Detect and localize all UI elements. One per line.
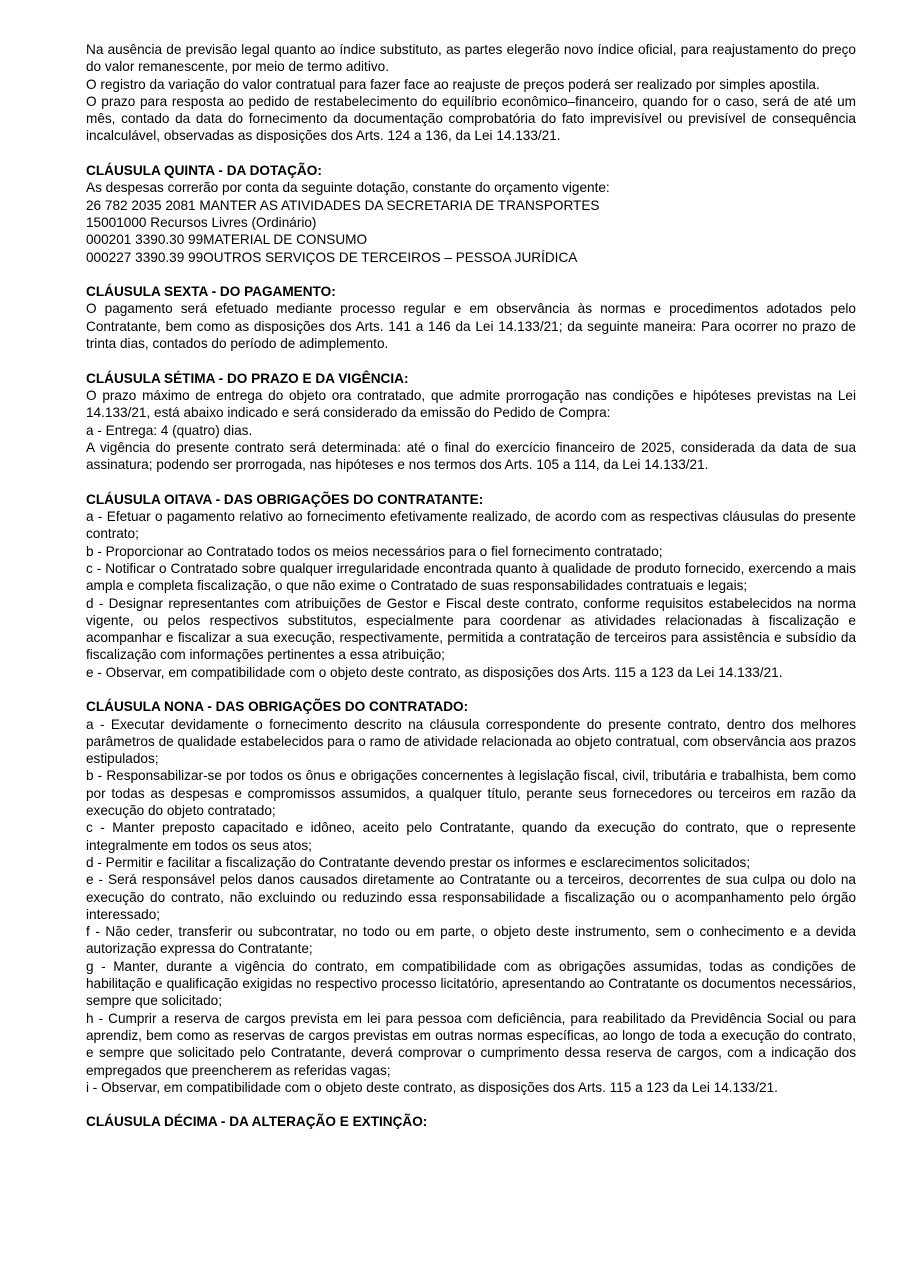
dotacao-line: 26 782 2035 2081 MANTER AS ATIVIDADES DA SECRETARIA DE TRANSPORTES [86,197,600,213]
dotacao-line: As despesas correrão por conta da seguinte dotação, constante do orçamento vigente: [86,180,610,196]
clause-item: i - Observar, em compatibilidade com o objeto deste contrato, as disposições dos Arts. 115 a 123 da Lei 14.133/21. [86,1079,778,1095]
contract-page [86,41,856,1131]
clause-paragraph: a - Entrega: 4 (quatro) dias. [86,422,253,438]
clause-title-quinta: CLÁUSULA QUINTA - DA DOTAÇÃO: [86,163,322,179]
clause-item: c - Manter preposto capacitado e idôneo, aceito pelo Contratante, quando da execução do contrato, que o represente integralmente em todos os seus atos; [86,820,856,853]
clause-item: a - Efetuar o pagamento relativo ao fornecimento efetivamente realizado, de acordo com as respectivas cláusulas do presente contrato; [86,509,856,542]
clause-item: c - Notificar o Contratado sobre qualquer irregularidade encontrada quanto à qualidade de produto fornecido, exercendo a mais ampla e completa fiscalização, o que não exime o Contratado de suas responsabilidades contratuais e legais; [86,560,856,594]
dotacao-line: 000227 3390.39 99OUTROS SERVIÇOS DE TERCEIROS – PESSOA JURÍDICA [86,249,578,265]
clause-item: b - Proporcionar ao Contratado todos os meios necessários para o fiel fornecimento contratado; [86,543,663,559]
intro-paragraph: Na ausência de previsão legal quanto ao índice substituto, as partes elegerão novo índice oficial, para reajustamento do preço do valor remanescente, por meio de termo aditivo. [86,42,856,75]
clause-item: a - Executar devidamente o fornecimento descrito na cláusula correspondente do presente contrato, dentro dos melhores parâmetros de qualidade estabelecidos para o ramo de atividade relacionada ao objeto contratual, com observância aos prazos estipulados; [86,716,856,767]
clause-item: h - Cumprir a reserva de cargos prevista em lei para pessoa com deficiência, para reabilitado da Previdência Social ou para aprendiz, bem como as reservas de cargos previstas em outras normas específicas, ao longo de toda a execução do contrato, e sempre que solicitado pelo Contratante, deverá comprovar o cumprimento dessa reserva de cargos, com a indicação dos empregados que preencherem as referidas vagas; [86,1010,856,1078]
clause-item: d - Permitir e facilitar a fiscalização do Contratante devendo prestar os informes e esclarecimentos solicitados; [86,854,751,870]
clause-paragraph: A vigência do presente contrato será determinada: até o final do exercício financeiro de 2025, considerada da data de sua assinatura; podendo ser prorrogada, nas hipóteses e nos termos dos Arts. 105 a 114, da Lei 14.133/21. [86,439,856,473]
clause-item: e - Observar, em compatibilidade com o objeto deste contrato, as disposições dos Arts. 115 a 123 da Lei 14.133/21. [86,664,783,680]
clause-item: g - Manter, durante a vigência do contrato, em compatibilidade com as obrigações assumidas, todas as condições de habilitação e qualificação exigidas no respectivo processo licitatório, apresentando ao Contratante os documentos necessários, sempre que solicitado; [86,958,856,1009]
clause-item: b - Responsabilizar-se por todos os ônus e obrigações concernentes à legislação fiscal, civil, tributária e trabalhista, bem como por todas as despesas e compromissos assumidos, a qualquer título, perante seus fornecedores ou terceiros em razão da execução do objeto contratado; [86,768,856,819]
clause-title-setima: CLÁUSULA SÉTIMA - DO PRAZO E DA VIGÊNCIA: [86,370,409,386]
intro-paragraph: O registro da variação do valor contratual para fazer face ao reajuste de preços poderá ser realizado por simples apostila. [86,76,820,92]
clause-paragraph: O pagamento será efetuado mediante processo regular e em observância às normas e procedimentos adotados pelo Contratante, bem como as disposições dos Arts. 141 a 146 da Lei 14.133/21; da seguinte maneira: Para ocorrer no prazo de trinta dias, contados do período de adimplemento. [86,301,856,352]
clause-title-decima: CLÁUSULA DÉCIMA - DA ALTERAÇÃO E EXTINÇÃO: [86,1114,428,1130]
intro-paragraph: O prazo para resposta ao pedido de restabelecimento do equilíbrio econômico–financeiro, quando for o caso, será de até um mês, contado da data do fornecimento da documentação comprobatória do fato imprevisível ou previsível de consequência incalculável, observadas as disposições dos Arts. 124 a 136, da Lei 14.133/21. [86,93,856,144]
dotacao-line: 000201 3390.30 99MATERIAL DE CONSUMO [86,232,368,248]
dotacao-line: 15001000 Recursos Livres (Ordinário) [86,214,317,230]
clause-title-oitava: CLÁUSULA OITAVA - DAS OBRIGAÇÕES DO CONTRATANTE: [86,491,484,507]
clause-item: f - Não ceder, transferir ou subcontratar, no todo ou em parte, o objeto deste instrumento, sem o conhecimento e a devida autorização expressa do Contratante; [86,924,856,957]
clause-title-nona: CLÁUSULA NONA - DAS OBRIGAÇÕES DO CONTRATADO: [86,699,469,715]
clause-item: d - Designar representantes com atribuições de Gestor e Fiscal deste contrato, conforme requisitos estabelecidos na norma vigente, ou pelos respectivos substitutos, especialmente para coordenar as atividades relacionadas à fiscalização e acompanhar e fiscalizar a sua execução, respectivamente, permitida a contratação de terceiros para assistência e subsídio da fiscalização com informações pertinentes a essa atribuição; [86,595,856,663]
clause-item: e - Será responsável pelos danos causados diretamente ao Contratante ou a terceiros, decorrentes de sua culpa ou dolo na execução do contrato, não excluindo ou reduzindo essa responsabilidade a fiscalização ou o acompanhamento pelo órgão interessado; [86,872,856,922]
clause-paragraph: O prazo máximo de entrega do objeto ora contratado, que admite prorrogação nas condições e hipóteses previstas na Lei 14.133/21, está abaixo indicado e será considerado da emissão do Pedido de Compra: [86,387,856,421]
clause-title-sexta: CLÁUSULA SEXTA - DO PAGAMENTO: [86,284,336,300]
